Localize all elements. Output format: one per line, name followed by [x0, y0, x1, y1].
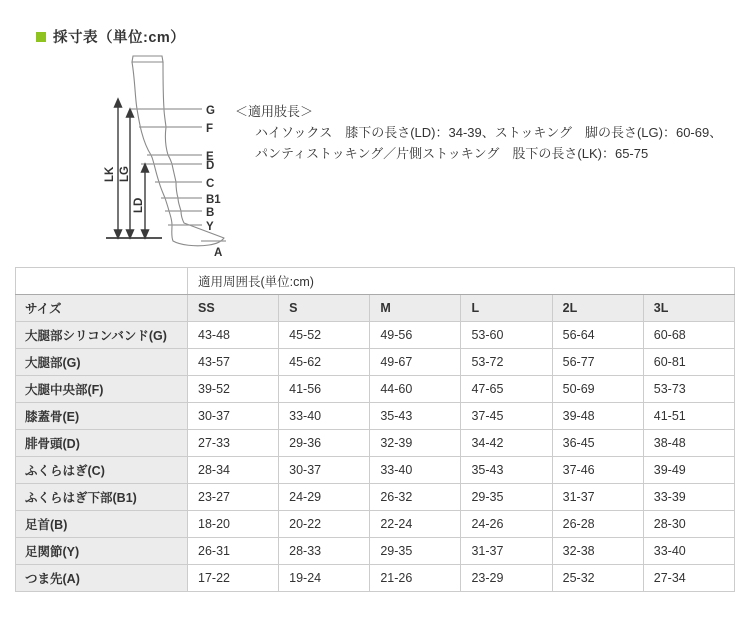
measurement-cell: 60-68: [643, 322, 734, 349]
measurement-cell: 39-48: [552, 403, 643, 430]
row-label: 大腿部(G): [16, 349, 188, 376]
measurement-cell: 45-62: [279, 349, 370, 376]
measurement-cell: 23-27: [188, 484, 279, 511]
measurement-cell: 47-65: [461, 376, 552, 403]
row-label: 大腿部シリコンバンド(G): [16, 322, 188, 349]
size-table: [15, 267, 735, 592]
table-row: [16, 349, 735, 376]
point-label-a: A: [214, 247, 223, 259]
arrowhead-ld-top: [142, 164, 149, 172]
measurement-cell: 33-40: [279, 403, 370, 430]
section-bullet-icon: [36, 32, 46, 42]
measurement-cell: 33-40: [370, 457, 461, 484]
applicable-length-note: [235, 101, 722, 164]
measurement-cell: 25-32: [552, 565, 643, 592]
corner-cell: [16, 268, 188, 295]
point-label-c: C: [206, 178, 215, 190]
table-row: [16, 430, 735, 457]
table-row: [16, 457, 735, 484]
row-label: 足首(B): [16, 511, 188, 538]
row-label: つま先(A): [16, 565, 188, 592]
row-label: 大腿中央部(F): [16, 376, 188, 403]
measurement-cell: 27-34: [643, 565, 734, 592]
span-header: 適用周囲長(単位:cm): [188, 268, 735, 295]
applicable-length-heading: ＜適用肢長＞: [235, 104, 314, 119]
arrowhead-lk-bottom: [115, 230, 122, 238]
arrowhead-lg-top: [127, 109, 134, 117]
measurement-cell: 41-56: [279, 376, 370, 403]
measurement-cell: 39-52: [188, 376, 279, 403]
measurement-cell: 56-77: [552, 349, 643, 376]
measurement-cell: 30-37: [188, 403, 279, 430]
table-row: [16, 403, 735, 430]
table-row: [16, 565, 735, 592]
table-row: [16, 538, 735, 565]
point-label-b1: B1: [206, 194, 221, 206]
measurement-cell: 38-48: [643, 430, 734, 457]
applicable-length-line-2: パンティストッキング／片側ストッキング 股下の長さ(LK)：65-75: [255, 146, 649, 161]
measurement-cell: 20-22: [279, 511, 370, 538]
point-label-b: B: [206, 207, 215, 219]
section-title: [36, 26, 185, 47]
row-label: 足関節(Y): [16, 538, 188, 565]
table-row: [16, 511, 735, 538]
row-label: 腓骨頭(D): [16, 430, 188, 457]
measurement-cell: 21-26: [370, 565, 461, 592]
measurement-cell: 23-29: [461, 565, 552, 592]
arrowhead-lk-top: [115, 99, 122, 107]
row-label: ふくらはぎ(C): [16, 457, 188, 484]
applicable-length-line-1: ハイソックス 膝下の長さ(LD)：34-39、ストッキング 脚の長さ(LG)：60-69、: [255, 125, 723, 140]
measurement-cell: 33-40: [643, 538, 734, 565]
row-label: ふくらはぎ下部(B1): [16, 484, 188, 511]
measurement-cell: 28-34: [188, 457, 279, 484]
measurement-cell: 37-46: [552, 457, 643, 484]
size-row-header: サイズ: [16, 295, 188, 322]
point-label-g: G: [206, 105, 215, 117]
measurement-cell: 36-45: [552, 430, 643, 457]
measurement-cell: 32-38: [552, 538, 643, 565]
measurement-cell: 45-52: [279, 322, 370, 349]
measurement-cell: 30-37: [279, 457, 370, 484]
measurement-cell: 22-24: [370, 511, 461, 538]
table-row: [16, 484, 735, 511]
measurement-cell: 39-49: [643, 457, 734, 484]
measurement-cell: 53-60: [461, 322, 552, 349]
table-row: [16, 322, 735, 349]
measurement-cell: 18-20: [188, 511, 279, 538]
measurement-cell: 29-36: [279, 430, 370, 457]
arrowhead-ld-bottom: [142, 230, 149, 238]
measurement-cell: 53-73: [643, 376, 734, 403]
measurement-cell: 60-81: [643, 349, 734, 376]
measurement-cell: 34-42: [461, 430, 552, 457]
measurement-cell: 49-56: [370, 322, 461, 349]
measurement-cell: 37-45: [461, 403, 552, 430]
measurement-cell: 24-26: [461, 511, 552, 538]
measurement-cell: 26-32: [370, 484, 461, 511]
measurement-cell: 26-31: [188, 538, 279, 565]
measurement-cell: 17-22: [188, 565, 279, 592]
measurement-cell: 29-35: [370, 538, 461, 565]
point-label-y: Y: [206, 221, 214, 233]
point-label-f: F: [206, 123, 214, 135]
measurement-cell: 26-28: [552, 511, 643, 538]
measurement-cell: 49-67: [370, 349, 461, 376]
table-size-header-row: [16, 295, 735, 322]
measurement-cell: 28-33: [279, 538, 370, 565]
measurement-cell: 43-48: [188, 322, 279, 349]
arrowhead-lg-bottom: [127, 230, 134, 238]
measurement-cell: 28-30: [643, 511, 734, 538]
measurement-cell: 33-39: [643, 484, 734, 511]
measurement-cell: 53-72: [461, 349, 552, 376]
size-col-l: L: [461, 295, 552, 322]
page-title: 採寸表（単位:cm）: [53, 30, 186, 46]
stocking-top-band: [132, 56, 163, 62]
point-label-d: D: [206, 160, 215, 172]
length-label-ld: LD: [133, 197, 145, 213]
measurement-cell: 29-35: [461, 484, 552, 511]
measurement-cell: 31-37: [461, 538, 552, 565]
measurement-cell: 31-37: [552, 484, 643, 511]
size-col-m: M: [370, 295, 461, 322]
measurement-cell: 44-60: [370, 376, 461, 403]
table-span-header-row: [16, 268, 735, 295]
measurement-cell: 41-51: [643, 403, 734, 430]
measurement-cell: 27-33: [188, 430, 279, 457]
size-col-s: S: [279, 295, 370, 322]
size-col-ss: SS: [188, 295, 279, 322]
length-label-lg: LG: [119, 166, 131, 182]
table-row: [16, 376, 735, 403]
size-col-3l: 3L: [643, 295, 734, 322]
measurement-cell: 56-64: [552, 322, 643, 349]
size-col-2l: 2L: [552, 295, 643, 322]
measurement-cell: 50-69: [552, 376, 643, 403]
measurement-cell: 35-43: [461, 457, 552, 484]
length-label-lk: LK: [104, 166, 116, 182]
measurement-cell: 24-29: [279, 484, 370, 511]
row-label: 膝蓋骨(E): [16, 403, 188, 430]
measurement-cell: 32-39: [370, 430, 461, 457]
measurement-cell: 19-24: [279, 565, 370, 592]
point-label-e: E: [206, 151, 214, 163]
leg-measurement-diagram: [95, 45, 230, 260]
measurement-cell: 43-57: [188, 349, 279, 376]
measurement-cell: 35-43: [370, 403, 461, 430]
